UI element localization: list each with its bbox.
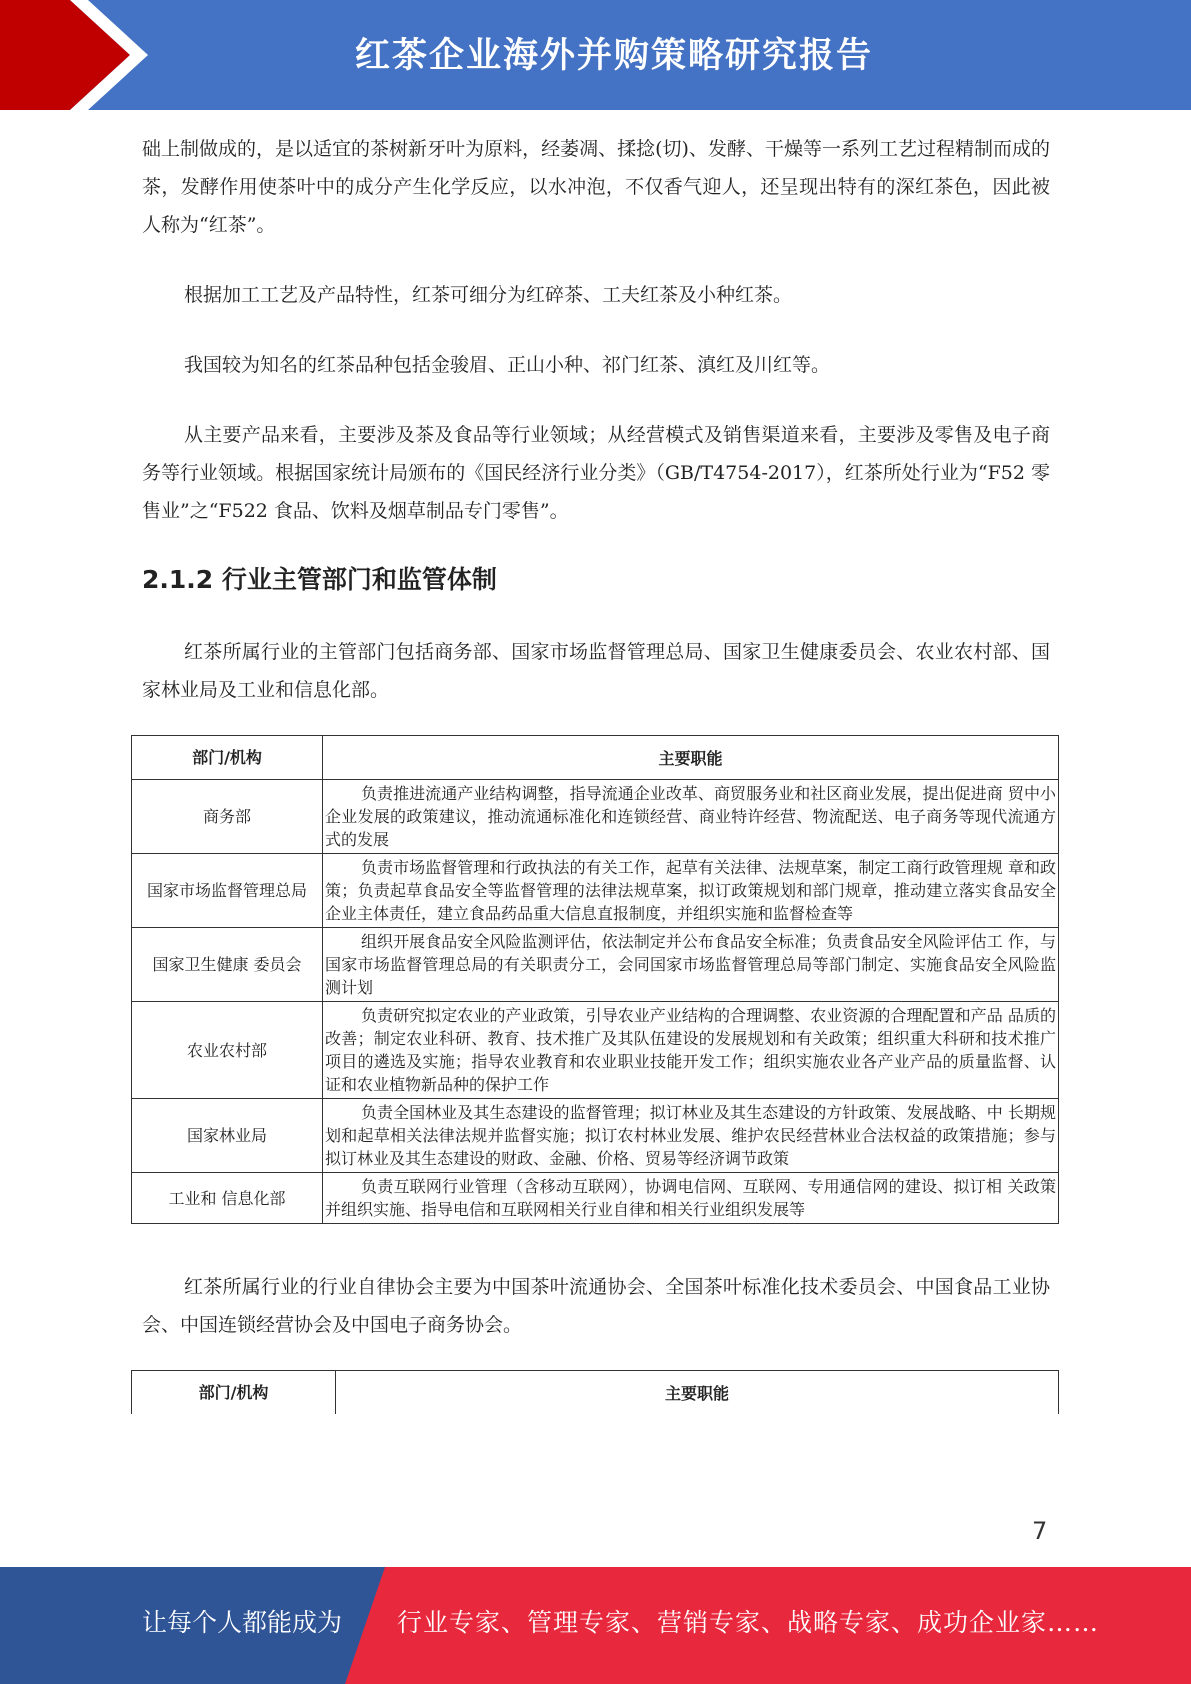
dept-cell: 工业和 信息化部 (132, 1173, 323, 1224)
main-content (142, 130, 1050, 530)
table-row (132, 1099, 1059, 1173)
column-header-dept: 部门/机构 (132, 736, 323, 780)
page-header (0, 0, 1191, 110)
duty-cell: 负责市场监督管理和行政执法的有关工作，起草有关法律、法规草案，制定工商行政管理规 章和政策；负责起草食品安全等监督管理的法律法规草案，拟订政策规划和部门规章，推动建立落实食品安全企业主体责任，建立食品药品重大信息直报制度，并组织实施和监督检查等 (323, 854, 1059, 928)
table-header-row (132, 1371, 1059, 1415)
association-paragraph: 红茶所属行业的行业自律协会主要为中国茶叶流通协会、全国茶叶标准化技术委员会、中国食品工业协会、中国连锁经营协会及中国电子商务协会。 (142, 1276, 1050, 1336)
section-intro: 红茶所属行业的主管部门包括商务部、国家市场监督管理总局、国家卫生健康委员会、农业农村部、国家林业局及工业和信息化部。 (142, 641, 1050, 701)
departments-table (131, 735, 1059, 1224)
duty-cell: 负责推进流通产业结构调整，指导流通企业改革、商贸服务业和社区商业发展，提出促进商 贸中小企业发展的政策建议，推动流通标准化和连锁经营、商业特许经营、物流配送、电子商务等现代流通方式的发展 (323, 780, 1059, 854)
dept-cell: 国家市场监督管理总局 (132, 854, 323, 928)
dept-cell: 农业农村部 (132, 1002, 323, 1099)
associations-table (131, 1370, 1059, 1414)
column-header-duty: 主要职能 (336, 1371, 1059, 1415)
paragraph-2: 根据加工工艺及产品特性，红茶可细分为红碎茶、工夫红茶及小种红茶。 (184, 284, 793, 306)
duty-cell: 组织开展食品安全风险监测评估，依法制定并公布食品安全标准；负责食品安全风险评估工 作，与国家市场监督管理总局的有关职责分工，会同国家市场监督管理总局等部门制定、实施食品安全风险监测计划 (323, 928, 1059, 1002)
header-arrow-decoration (0, 0, 150, 110)
duty-cell: 负责互联网行业管理（含移动互联网），协调电信网、互联网、专用通信网的建设、拟订相 关政策并组织实施、指导电信和互联网相关行业自律和相关行业组织发展等 (323, 1173, 1059, 1224)
dept-cell: 国家卫生健康 委员会 (132, 928, 323, 1002)
duty-cell: 负责全国林业及其生态建设的监督管理；拟订林业及其生态建设的方针政策、发展战略、中 长期规划和起草相关法律法规并监督实施；拟订农村林业发展、维护农民经营林业合法权益的政策措施；参与拟订林业及其生态建设的财政、金融、价格、贸易等经济调节政策 (323, 1099, 1059, 1173)
page-number: 7 (1032, 1517, 1048, 1545)
table-row (132, 780, 1059, 854)
table-row (132, 1002, 1059, 1099)
table-row (132, 1173, 1059, 1224)
dept-cell: 国家林业局 (132, 1099, 323, 1173)
table-row (132, 928, 1059, 1002)
paragraph-4: 从主要产品来看，主要涉及茶及食品等行业领域；从经营模式及销售渠道来看，主要涉及零售及电子商务等行业领域。根据国家统计局颁布的《国民经济行业分类》（GB/T4754-2017），红茶所处行业为“F52 零售业”之“F522 食品、饮料及烟草制品专门零售”。 (142, 424, 1050, 522)
footer-slogan-right: 行业专家、管理专家、营销专家、战略专家、成功企业家…… (397, 1608, 1100, 1637)
dept-cell: 商务部 (132, 780, 323, 854)
report-title: 红茶企业海外并购策略研究报告 (355, 36, 874, 76)
column-header-dept: 部门/机构 (132, 1371, 336, 1415)
table-row (132, 854, 1059, 928)
paragraph-3: 我国较为知名的红茶品种包括金骏眉、正山小种、祁门红茶、滇红及川红等。 (184, 354, 831, 376)
duty-cell: 负责研究拟定农业的产业政策，引导农业产业结构的合理调整、农业资源的合理配置和产品 品质的改善；制定农业科研、教育、技术推广及其队伍建设的发展规划和有关政策；组织重大科研和技术推广项目的遴选及实施；指导农业教育和农业职业技能开发工作；组织实施农业各产业产品的质量监督、认证和农业植物新品种的保护工作 (323, 1002, 1059, 1099)
section-heading: 2.1.2 行业主管部门和监管体制 (142, 565, 497, 594)
table-header-row (132, 736, 1059, 780)
footer-slogan-left: 让每个人都能成为 (142, 1608, 343, 1637)
column-header-duty: 主要职能 (323, 736, 1059, 780)
page-footer (0, 1567, 1191, 1684)
paragraph-1: 础上制做成的，是以适宜的茶树新牙叶为原料，经萎凋、揉捻(切)、发酵、干燥等一系列工艺过程精制而成的茶，发酵作用使茶叶中的成分产生化学反应，以水冲泡，不仅香气迎人，还呈现出特有的深红茶色，因此被人称为“红茶”。 (142, 138, 1050, 236)
